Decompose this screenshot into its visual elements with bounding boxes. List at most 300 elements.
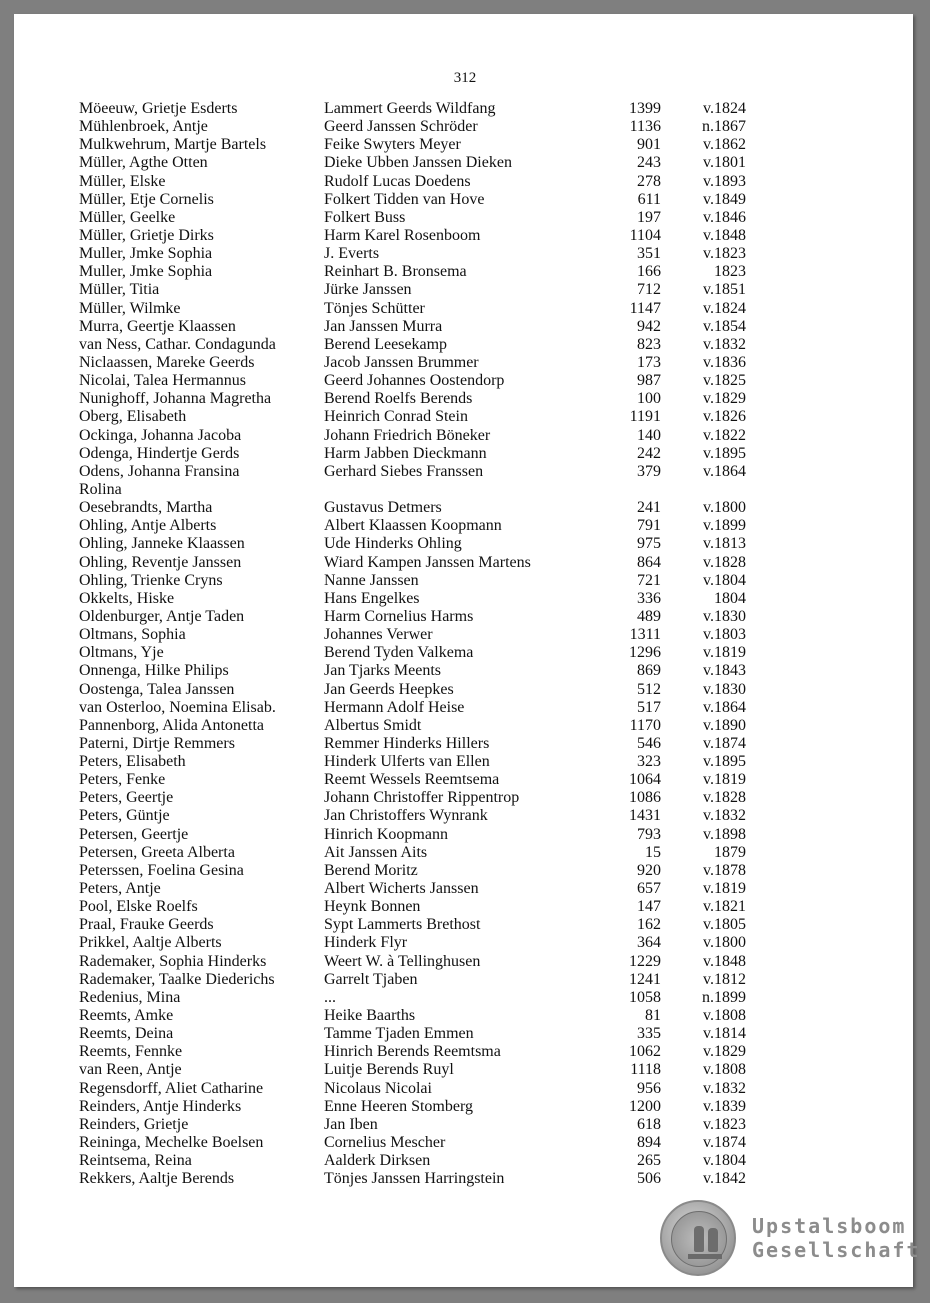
entry-spouse: Jan Iben: [324, 1115, 378, 1133]
register-entry: [79, 971, 759, 989]
entry-spouse: Remmer Hinderks Hillers: [324, 734, 490, 752]
entry-number: 1118: [630, 1061, 661, 1079]
entry-date: v.1864: [703, 698, 746, 716]
entry-spouse: Hinderk Flyr: [324, 934, 408, 952]
entry-number: 1062: [629, 1043, 661, 1061]
register-entry: [79, 590, 759, 608]
register-entry: [79, 608, 759, 626]
entry-name: Peterssen, Foelina Gesina: [79, 861, 244, 879]
register-entry: [79, 1170, 759, 1188]
entry-spouse: Johannes Verwer: [324, 626, 433, 644]
entry-spouse: Jan Geerds Heepkes: [324, 680, 454, 698]
entry-date: v.1843: [703, 662, 746, 680]
entry-number: 942: [637, 317, 661, 335]
register-entry: [79, 572, 759, 590]
register-entry: [79, 517, 759, 535]
entry-spouse: Garrelt Tjaben: [324, 970, 418, 988]
entry-date: v.1836: [703, 353, 746, 371]
register-entry: [79, 372, 759, 390]
entry-name: Ohling, Trienke Cryns: [79, 571, 223, 589]
register-entry: [79, 626, 759, 644]
register-entry: [79, 227, 759, 245]
entry-date: v.1849: [703, 190, 746, 208]
entry-number: 517: [637, 698, 661, 716]
entry-name: Mühlenbroek, Antje: [79, 118, 208, 136]
entry-spouse: Harm Cornelius Harms: [324, 607, 474, 625]
entry-name: Müller, Grietje Dirks: [79, 226, 214, 244]
register-entry: [79, 1080, 759, 1098]
entry-name: Ohling, Reventje Janssen: [79, 553, 242, 571]
entry-number: 1147: [629, 299, 661, 317]
entry-name: Reemts, Fennke: [79, 1043, 183, 1061]
entry-spouse: Geerd Johannes Oostendorp: [324, 372, 505, 390]
entry-spouse: ...: [324, 988, 336, 1006]
entry-spouse: Albert Wicherts Janssen: [324, 880, 479, 898]
entry-date: v.1832: [703, 335, 746, 353]
entry-name: Ockinga, Johanna Jacoba: [79, 426, 242, 444]
entry-number: 147: [637, 898, 661, 916]
entry-name: Rademaker, Taalke Diederichs: [79, 970, 275, 988]
entry-number: 173: [637, 353, 661, 371]
register-entry: [79, 354, 759, 372]
entry-name: Prikkel, Aaltje Alberts: [79, 934, 222, 952]
entry-date: v.1804: [703, 1152, 746, 1170]
entry-spouse: Heinrich Conrad Stein: [324, 408, 468, 426]
register-entry: [79, 463, 759, 481]
entry-number: 546: [637, 734, 661, 752]
entry-name: Rolina: [79, 480, 122, 498]
entry-name: Rademaker, Sophia Hinderks: [79, 952, 267, 970]
entry-name: van Ness, Cathar. Condagunda: [79, 335, 276, 353]
entry-number: 618: [637, 1115, 661, 1133]
entry-date: v.1832: [703, 1079, 746, 1097]
entry-name: Mulkwehrum, Martje Bartels: [79, 136, 267, 154]
register-entry: [79, 681, 759, 699]
register-entry: [79, 717, 759, 735]
entry-date: v.1848: [703, 952, 746, 970]
entry-spouse: Hinrich Berends Reemtsma: [324, 1043, 501, 1061]
entry-name: Reinders, Grietje: [79, 1115, 189, 1133]
entry-name: Müller, Titia: [79, 281, 160, 299]
entry-number: 1296: [629, 644, 661, 662]
entry-number: 140: [637, 426, 661, 444]
entry-name: Reintsema, Reina: [79, 1152, 192, 1170]
entry-date: v.1828: [703, 553, 746, 571]
entry-spouse: Jan Christoffers Wynrank: [324, 807, 488, 825]
entry-date: v.1823: [703, 245, 746, 263]
entry-name: Reemts, Deina: [79, 1025, 174, 1043]
register-entry: [79, 807, 759, 825]
entry-number: 323: [637, 753, 661, 771]
entry-spouse: Jürke Janssen: [324, 281, 412, 299]
register-entry: [79, 644, 759, 662]
entry-spouse: Albert Klaassen Koopmann: [324, 517, 502, 535]
register-list: [79, 100, 759, 1188]
entry-date: v.1854: [703, 317, 746, 335]
entry-number: 336: [637, 589, 661, 607]
entry-date: v.1832: [703, 807, 746, 825]
seal-emblem-icon: [660, 1200, 736, 1276]
entry-date: v.1899: [703, 517, 746, 535]
entry-spouse: Tönjes Janssen Harringstein: [324, 1170, 505, 1188]
entry-date: v.1800: [703, 934, 746, 952]
entry-name: Praal, Frauke Geerds: [79, 916, 214, 934]
entry-spouse: Johann Christoffer Rippentrop: [324, 789, 520, 807]
register-entry: [79, 844, 759, 862]
entry-spouse: Nanne Janssen: [324, 571, 419, 589]
entry-date: v.1895: [703, 444, 746, 462]
entry-number: 864: [637, 553, 661, 571]
entry-date: v.1874: [703, 734, 746, 752]
register-entry: [79, 281, 759, 299]
entry-date: v.1821: [703, 898, 746, 916]
entry-name: Müller, Etje Cornelis: [79, 190, 214, 208]
entry-date: v.1808: [703, 1061, 746, 1079]
entry-number: 920: [637, 861, 661, 879]
register-entry: [79, 1152, 759, 1170]
entry-date: v.1862: [703, 136, 746, 154]
entry-number: 351: [637, 245, 661, 263]
register-entry: [79, 445, 759, 463]
register-entry: [79, 953, 759, 971]
entry-number: 379: [637, 462, 661, 480]
entry-number: 489: [637, 607, 661, 625]
entry-number: 611: [637, 190, 661, 208]
entry-name: Oldenburger, Antje Taden: [79, 607, 245, 625]
entry-date: v.1878: [703, 861, 746, 879]
register-entry: [79, 916, 759, 934]
register-entry: [79, 898, 759, 916]
entry-number: 869: [637, 662, 661, 680]
entry-spouse: Aalderk Dirksen: [324, 1152, 431, 1170]
register-entry: [79, 1043, 759, 1061]
entry-date: v.1848: [703, 226, 746, 244]
register-entry: [79, 1025, 759, 1043]
register-entry: [79, 826, 759, 844]
entry-name: Müller, Agthe Otten: [79, 154, 208, 172]
entry-spouse: Folkert Tidden van Hove: [324, 190, 485, 208]
entry-spouse: Dieke Ubben Janssen Dieken: [324, 154, 512, 172]
register-entry: [79, 245, 759, 263]
entry-spouse: Berend Leesekamp: [324, 335, 448, 353]
entry-number: 197: [637, 208, 661, 226]
entry-date: v.1824: [703, 100, 746, 117]
entry-number: 242: [637, 444, 661, 462]
entry-date: v.1851: [703, 281, 746, 299]
entry-spouse: Hans Engelkes: [324, 589, 420, 607]
entry-spouse: Jacob Janssen Brummer: [324, 353, 479, 371]
entry-name: Reininga, Mechelke Boelsen: [79, 1134, 264, 1152]
entry-number: 956: [637, 1079, 661, 1097]
entry-spouse: Luitje Berends Ruyl: [324, 1061, 454, 1079]
entry-spouse: Hermann Adolf Heise: [324, 698, 465, 716]
entry-date: 1879: [714, 843, 746, 861]
entry-name: Redenius, Mina: [79, 988, 181, 1006]
entry-number: 243: [637, 154, 661, 172]
register-entry: [79, 1007, 759, 1025]
entry-spouse: Gerhard Siebes Franssen: [324, 462, 484, 480]
entry-spouse: Tamme Tjaden Emmen: [324, 1025, 474, 1043]
entry-number: 823: [637, 335, 661, 353]
register-entry: [79, 699, 759, 717]
entry-name: Peters, Güntje: [79, 807, 170, 825]
register-entry: [79, 499, 759, 517]
entry-number: 791: [637, 517, 661, 535]
entry-date: v.1804: [703, 571, 746, 589]
entry-spouse: Ait Janssen Aits: [324, 843, 428, 861]
entry-number: 793: [637, 825, 661, 843]
entry-date: v.1890: [703, 716, 746, 734]
entry-name: Murra, Geertje Klaassen: [79, 317, 236, 335]
publisher-name: [752, 1214, 921, 1262]
register-entry: [79, 173, 759, 191]
entry-number: 1064: [629, 771, 661, 789]
entry-name: Okkelts, Hiske: [79, 589, 175, 607]
entry-date: v.1814: [703, 1025, 746, 1043]
entry-spouse: Harm Jabben Dieckmann: [324, 444, 487, 462]
entry-name: Muller, Jmke Sophia: [79, 245, 213, 263]
entry-date: v.1803: [703, 626, 746, 644]
entry-date: v.1819: [703, 880, 746, 898]
entry-spouse: Heike Baarths: [324, 1007, 416, 1025]
register-entry: [79, 1098, 759, 1116]
entry-name: Onnenga, Hilke Philips: [79, 662, 229, 680]
register-entry: [79, 934, 759, 952]
entry-date: v.1893: [703, 172, 746, 190]
entry-date: 1823: [714, 263, 746, 281]
entry-date: v.1828: [703, 789, 746, 807]
entry-number: 1399: [629, 100, 661, 117]
entry-date: v.1829: [703, 1043, 746, 1061]
entry-date: v.1824: [703, 299, 746, 317]
entry-spouse: Rudolf Lucas Doedens: [324, 172, 471, 190]
entry-number: 506: [637, 1170, 661, 1188]
register-entry: [79, 136, 759, 154]
entry-name: Oesebrandts, Martha: [79, 499, 213, 517]
register-entry: [79, 535, 759, 553]
entry-name: Nicolai, Talea Hermannus: [79, 372, 246, 390]
entry-number: 987: [637, 372, 661, 390]
entry-spouse: Johann Friedrich Böneker: [324, 426, 491, 444]
entry-date: v.1829: [703, 390, 746, 408]
register-entry: [79, 880, 759, 898]
entry-spouse: Feike Swyters Meyer: [324, 136, 461, 154]
entry-spouse: Gustavus Detmers: [324, 499, 442, 517]
entry-date: v.1823: [703, 1115, 746, 1133]
entry-spouse: Nicolaus Nicolai: [324, 1079, 432, 1097]
register-entry: [79, 154, 759, 172]
entry-spouse: Jan Janssen Murra: [324, 317, 443, 335]
publisher-logo: [660, 1200, 921, 1280]
entry-number: 1241: [629, 970, 661, 988]
entry-date: n.1867: [702, 118, 746, 136]
entry-name: Reinders, Antje Hinderks: [79, 1097, 242, 1115]
register-entry: [79, 753, 759, 771]
entry-date: v.1898: [703, 825, 746, 843]
register-entry: [79, 336, 759, 354]
register-entry: [79, 789, 759, 807]
entry-number: 15: [645, 843, 661, 861]
entry-number: 657: [637, 880, 661, 898]
entry-spouse: Reemt Wessels Reemtsema: [324, 771, 500, 789]
entry-number: 241: [637, 499, 661, 517]
register-entry: [79, 989, 759, 1007]
entry-date: v.1895: [703, 753, 746, 771]
entry-number: 364: [637, 934, 661, 952]
register-entry: [79, 771, 759, 789]
entry-name: Paterni, Dirtje Remmers: [79, 734, 235, 752]
register-entry: [79, 427, 759, 445]
entry-spouse: Weert W. à Tellinghusen: [324, 952, 481, 970]
entry-number: 712: [637, 281, 661, 299]
entry-number: 335: [637, 1025, 661, 1043]
entry-number: 100: [637, 390, 661, 408]
entry-name: Müller, Geelke: [79, 208, 176, 226]
entry-name: Reemts, Amke: [79, 1007, 174, 1025]
register-entry: [79, 118, 759, 136]
entry-number: 1058: [629, 988, 661, 1006]
entry-name: Ohling, Janneke Klaassen: [79, 535, 245, 553]
entry-spouse: Wiard Kampen Janssen Martens: [324, 553, 531, 571]
entry-number: 278: [637, 172, 661, 190]
register-entry: [79, 209, 759, 227]
entry-number: 1170: [629, 716, 661, 734]
entry-name: Odens, Johanna Fransina: [79, 462, 240, 480]
entry-date: v.1819: [703, 644, 746, 662]
entry-name: Peters, Antje: [79, 880, 161, 898]
entry-name: Peters, Fenke: [79, 771, 166, 789]
entry-spouse: Jan Tjarks Meents: [324, 662, 442, 680]
entry-number: 512: [637, 680, 661, 698]
entry-spouse: Berend Moritz: [324, 861, 418, 879]
register-entry: [79, 735, 759, 753]
entry-number: 901: [637, 136, 661, 154]
entry-spouse: Folkert Buss: [324, 208, 406, 226]
entry-name: Oltmans, Yje: [79, 644, 164, 662]
entry-name: Müller, Wilmke: [79, 299, 181, 317]
register-entry: [79, 191, 759, 209]
entry-date: v.1839: [703, 1097, 746, 1115]
register-entry: [79, 662, 759, 680]
entry-name: Möeeuw, Grietje Esderts: [79, 100, 238, 117]
entry-number: 162: [637, 916, 661, 934]
entry-number: 1136: [629, 118, 661, 136]
entry-number: 1200: [629, 1097, 661, 1115]
entry-name: Ohling, Antje Alberts: [79, 517, 217, 535]
entry-date: v.1826: [703, 408, 746, 426]
entry-date: 1804: [714, 589, 746, 607]
entry-number: 1229: [629, 952, 661, 970]
entry-number: 1311: [629, 626, 661, 644]
entry-spouse: Geerd Janssen Schröder: [324, 118, 478, 136]
entry-date: n.1899: [702, 988, 746, 1006]
entry-date: v.1842: [703, 1170, 746, 1188]
entry-name: Odenga, Hindertje Gerds: [79, 444, 240, 462]
register-entry: [79, 481, 759, 499]
entry-spouse: Hinderk Ulferts van Ellen: [324, 753, 490, 771]
entry-name: Pool, Elske Roelfs: [79, 898, 198, 916]
entry-name: van Reen, Antje: [79, 1061, 182, 1079]
entry-name: Peters, Elisabeth: [79, 753, 186, 771]
entry-spouse: Berend Roelfs Berends: [324, 390, 473, 408]
register-entry: [79, 300, 759, 318]
entry-date: v.1812: [703, 970, 746, 988]
entry-name: Müller, Elske: [79, 172, 166, 190]
entry-date: v.1801: [703, 154, 746, 172]
publisher-name-line2: Gesellschaft: [752, 1238, 921, 1262]
entry-name: Oberg, Elisabeth: [79, 408, 187, 426]
entry-spouse: Tönjes Schütter: [324, 299, 425, 317]
entry-spouse: Sypt Lammerts Brethost: [324, 916, 481, 934]
register-entry: [79, 390, 759, 408]
entry-name: Oltmans, Sophia: [79, 626, 186, 644]
entry-name: Niclaassen, Mareke Geerds: [79, 353, 255, 371]
entry-date: v.1800: [703, 499, 746, 517]
entry-spouse: Lammert Geerds Wildfang: [324, 100, 496, 117]
register-entry: [79, 263, 759, 281]
entry-name: Peters, Geertje: [79, 789, 174, 807]
entry-name: Regensdorff, Aliet Catharine: [79, 1079, 264, 1097]
register-entry: [79, 100, 759, 118]
entry-spouse: Hinrich Koopmann: [324, 825, 448, 843]
entry-date: v.1819: [703, 771, 746, 789]
entry-date: v.1822: [703, 426, 746, 444]
register-entry: [79, 1116, 759, 1134]
entry-spouse: Reinhart B. Bronsema: [324, 263, 467, 281]
entry-number: 81: [645, 1007, 661, 1025]
register-entry: [79, 862, 759, 880]
entry-number: 1104: [629, 226, 661, 244]
entry-date: v.1846: [703, 208, 746, 226]
entry-date: v.1864: [703, 462, 746, 480]
entry-number: 1086: [629, 789, 661, 807]
entry-name: van Osterloo, Noemina Elisab.: [79, 698, 276, 716]
publisher-name-line1: Upstalsboom: [752, 1214, 907, 1238]
register-entry: [79, 318, 759, 336]
entry-number: 1431: [629, 807, 661, 825]
entry-date: v.1808: [703, 1007, 746, 1025]
entry-number: 1191: [629, 408, 661, 426]
entry-number: 265: [637, 1152, 661, 1170]
entry-date: v.1813: [703, 535, 746, 553]
entry-spouse: Enne Heeren Stomberg: [324, 1097, 473, 1115]
entry-number: 975: [637, 535, 661, 553]
entry-name: Rekkers, Aaltje Berends: [79, 1170, 235, 1188]
entry-spouse: Harm Karel Rosenboom: [324, 226, 481, 244]
entry-date: v.1830: [703, 680, 746, 698]
entry-spouse: Cornelius Mescher: [324, 1134, 446, 1152]
register-entry: [79, 1134, 759, 1152]
entry-spouse: Berend Tyden Valkema: [324, 644, 474, 662]
entry-spouse: J. Everts: [324, 245, 380, 263]
entry-name: Pannenborg, Alida Antonetta: [79, 716, 265, 734]
entry-number: 721: [637, 571, 661, 589]
entry-spouse: Ude Hinderks Ohling: [324, 535, 462, 553]
entry-spouse: Heynk Bonnen: [324, 898, 421, 916]
entry-name: Petersen, Greeta Alberta: [79, 843, 235, 861]
entry-date: v.1830: [703, 607, 746, 625]
entry-date: v.1825: [703, 372, 746, 390]
register-entry: [79, 1061, 759, 1079]
entry-name: Petersen, Geertje: [79, 825, 189, 843]
entry-number: 166: [637, 263, 661, 281]
entry-name: Nunighoff, Johanna Magretha: [79, 390, 272, 408]
entry-spouse: Albertus Smidt: [324, 716, 422, 734]
register-entry: [79, 554, 759, 572]
entry-date: v.1805: [703, 916, 746, 934]
entry-date: v.1874: [703, 1134, 746, 1152]
entry-name: Muller, Jmke Sophia: [79, 263, 213, 281]
